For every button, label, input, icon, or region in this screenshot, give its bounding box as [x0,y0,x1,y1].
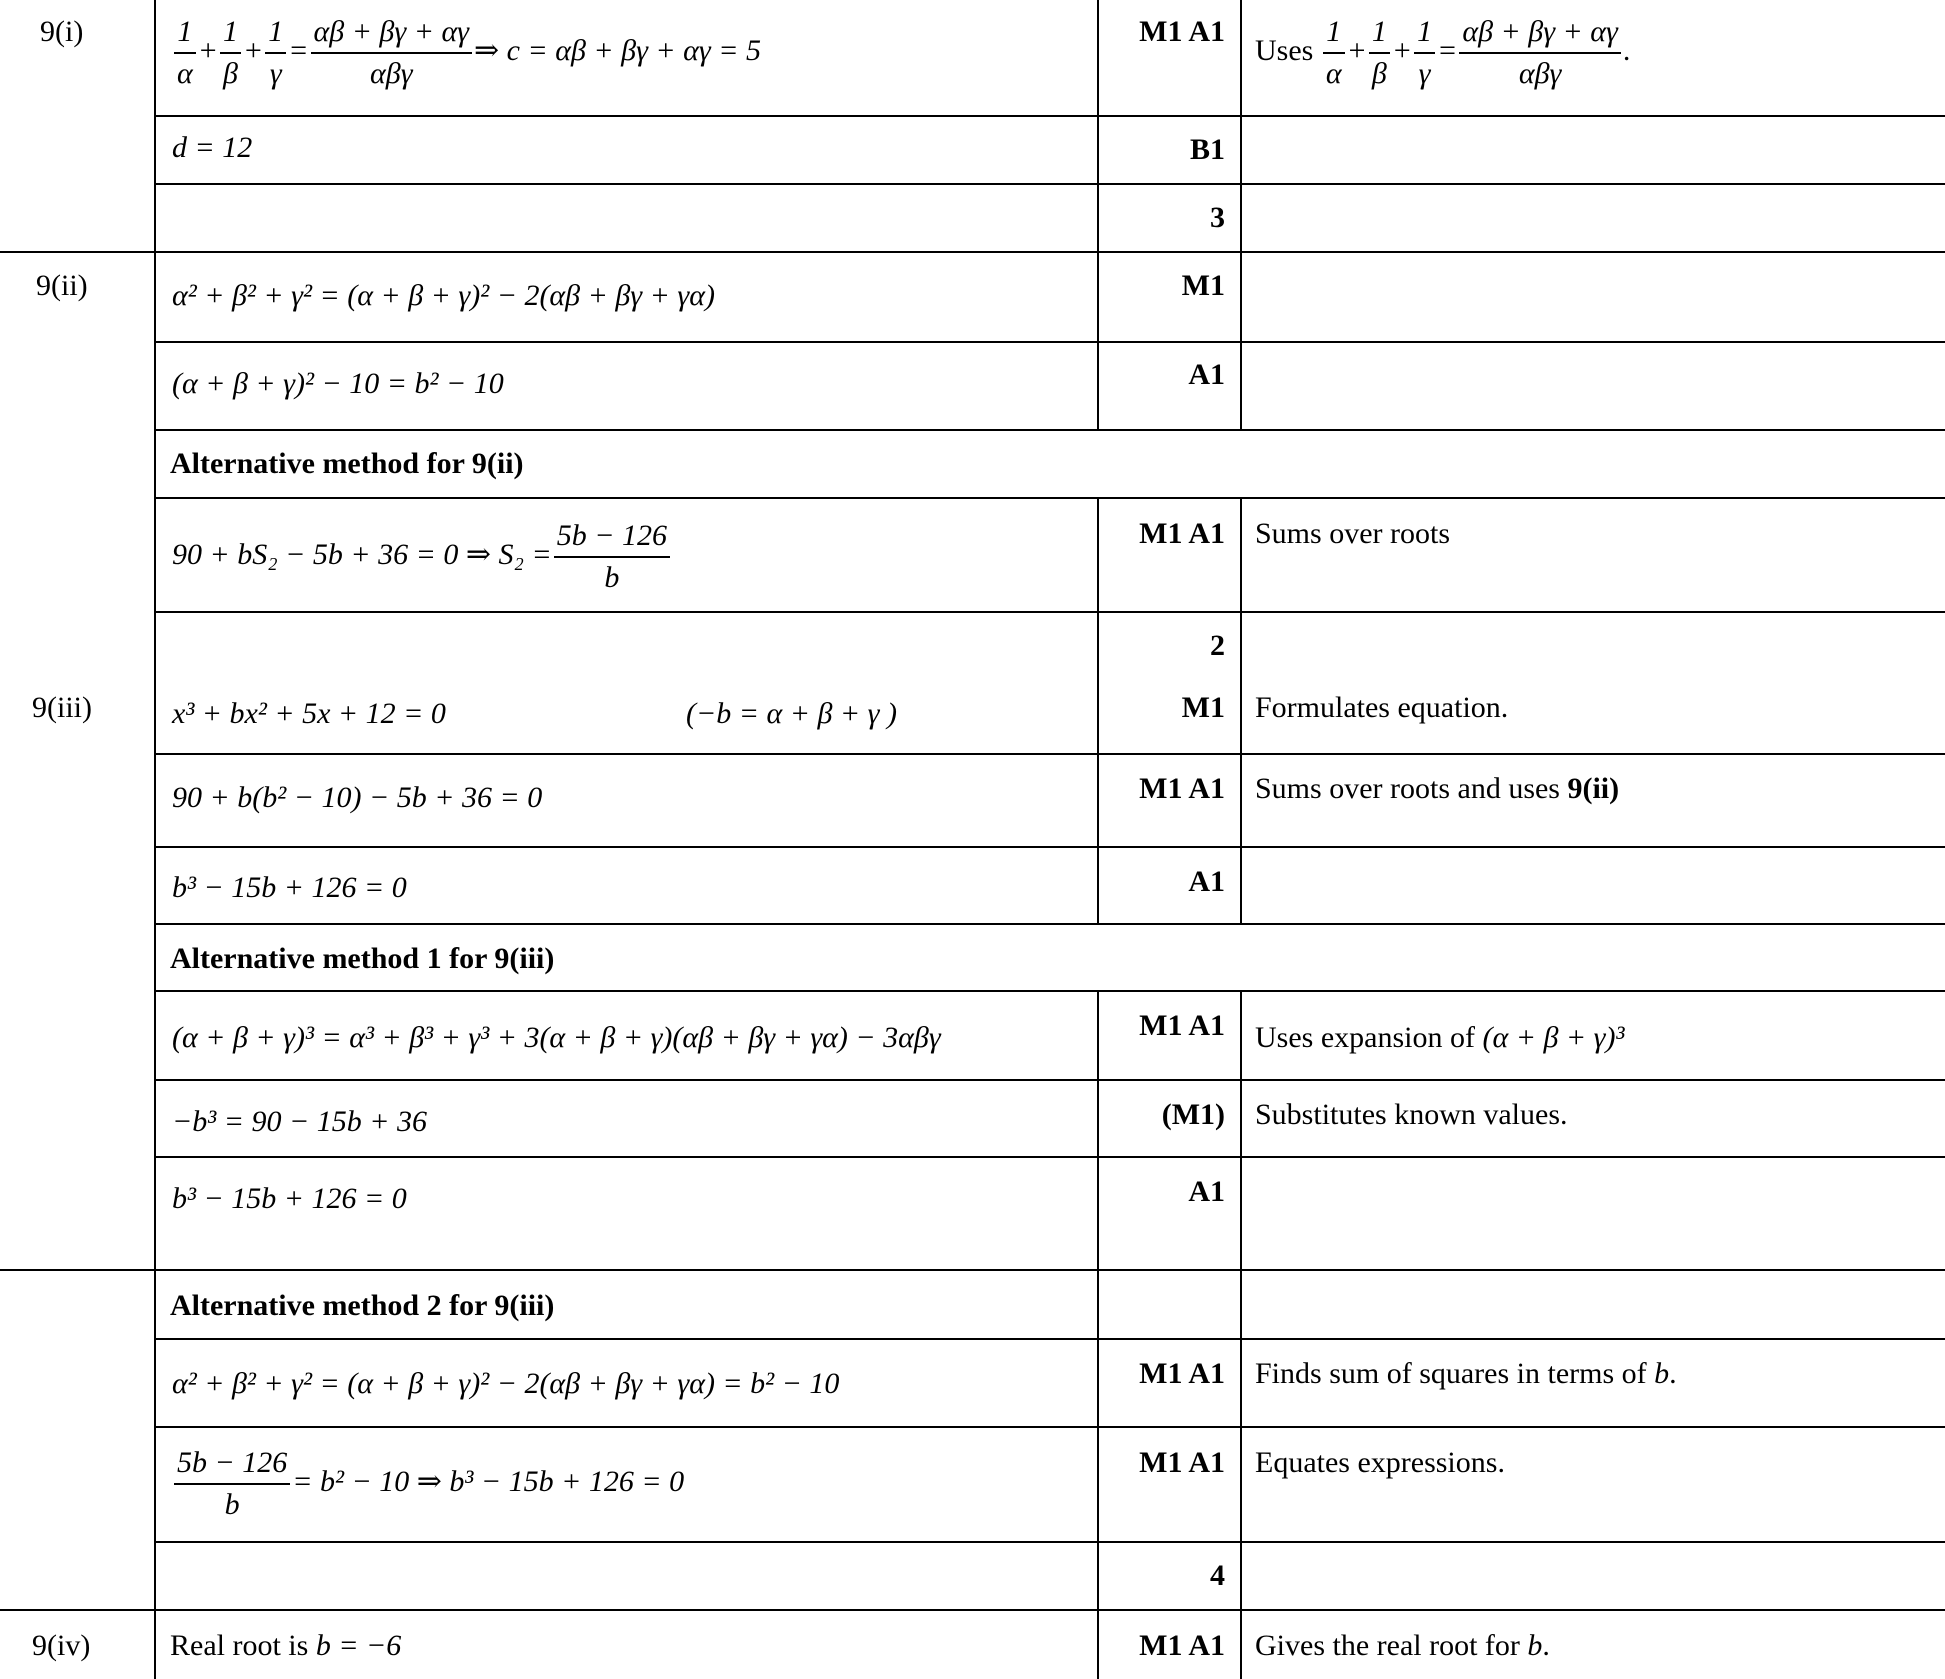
mark-code: M1 [1181,269,1225,302]
divider [154,923,1945,925]
working-expression: α² + β² + γ² = (α + β + γ)² − 2(αβ + βγ + γα) [172,279,715,312]
alternative-method-heading: Alternative method for 9(ii) [170,447,524,480]
question-number: 9(iii) [32,691,92,724]
alternative-method-heading: Alternative method 1 for 9(iii) [170,942,555,975]
divider [154,1426,1945,1428]
divider [1240,497,1242,923]
working-expression: (α + β + γ)² − 10 = b² − 10 [172,367,504,400]
divider [0,1609,1945,1611]
working-expression: x³ + bx² + 5x + 12 = 0 [172,697,446,730]
divider [0,1269,1945,1271]
working-aside: (−b = α + β + γ ) [686,697,897,730]
guidance-note: Gives the real root for b. [1255,1629,1550,1662]
question-number: 9(i) [40,15,84,48]
working-expression: −b³ = 90 − 15b + 36 [172,1105,427,1138]
divider [154,341,1945,343]
working-expression: b³ − 15b + 126 = 0 [172,871,407,904]
divider [154,183,1945,185]
mark-code: A1 [1188,865,1225,898]
guidance-note: Formulates equation. [1255,691,1509,724]
mark-total: 4 [1210,1559,1225,1592]
divider [154,611,1945,613]
mark-code: M1 A1 [1139,1629,1225,1662]
mark-total: 3 [1210,201,1225,234]
divider [1240,0,1242,429]
divider [154,1541,1945,1543]
question-number: 9(iv) [32,1629,91,1662]
mark-code: M1 A1 [1139,1357,1225,1390]
mark-code: A1 [1188,358,1225,391]
question-number: 9(ii) [36,269,88,302]
mark-code: M1 [1181,691,1225,724]
divider [0,251,1945,253]
mark-code: M1 A1 [1139,1446,1225,1479]
divider [154,429,1945,431]
guidance-note: Equates expressions. [1255,1446,1505,1479]
divider [1240,990,1242,1679]
working-expression: 90 + bS₂ − 5b + 36 = 0 ⇒ S₂ = $\frac{5b - 126}{b}$ [172,516,672,598]
guidance-note: Uses expansion of (α + β + γ)³ [1255,1021,1625,1054]
working-expression: d = 12 [172,131,253,164]
guidance-note: Sums over roots and uses 9(ii) [1255,772,1620,805]
divider [154,1156,1945,1158]
divider [154,990,1945,992]
mark-code: B1 [1189,133,1225,166]
guidance-note: Uses $\frac{1}{\alpha}$ + $\frac{1}{\beta}$ + $\frac{1}{\gamma}$ = $\frac{\alpha\beta + \beta\gamma + \alpha\gamma}{\text{αβγ}}$ . [1255,12,1630,94]
mark-total: 2 [1210,629,1225,662]
guidance-note: Substitutes known values. [1255,1098,1568,1131]
mark-code: M1 A1 [1139,517,1225,550]
mark-code: M1 A1 [1139,772,1225,805]
divider [154,115,1945,117]
guidance-note: Finds sum of squares in terms of b. [1255,1357,1677,1390]
divider [1097,0,1099,429]
alternative-method-heading: Alternative method 2 for 9(iii) [170,1289,555,1322]
mark-code: A1 [1188,1175,1225,1208]
working-expression: 90 + b(b² − 10) − 5b + 36 = 0 [172,781,543,814]
divider [154,1079,1945,1081]
mark-code: (M1) [1161,1098,1225,1131]
mark-code: M1 A1 [1139,15,1225,48]
divider [1097,497,1099,923]
divider [154,753,1945,755]
working-expression: (α + β + γ)³ = α³ + β³ + γ³ + 3(α + β + γ)(αβ + βγ + γα) − 3αβγ [172,1021,941,1054]
divider [154,1338,1945,1340]
divider [154,846,1945,848]
working-expression: b³ − 15b + 126 = 0 [172,1182,407,1215]
working-expression: α² + β² + γ² = (α + β + γ)² − 2(αβ + βγ + γα) = b² − 10 [172,1367,840,1400]
divider [154,497,1945,499]
divider [1097,990,1099,1679]
working-expression: Real root is b = −6 [170,1629,402,1662]
working-expression: $\frac{5b - 126}{b}$ = b² − 10 ⇒ b³ − 15b + 126 = 0 [172,1443,684,1525]
working-expression: $\frac{1}{\alpha}$ + $\frac{1}{\beta}$ + $\frac{1}{\gamma}$ = $\frac{\alpha\beta + \beta\gamma + \alpha\gamma}{\text{αβγ}}$ ⇒ c = αβ + βγ + αγ = 5 [172,12,761,94]
guidance-note: Sums over roots [1255,517,1450,550]
mark-code: M1 A1 [1139,1009,1225,1042]
